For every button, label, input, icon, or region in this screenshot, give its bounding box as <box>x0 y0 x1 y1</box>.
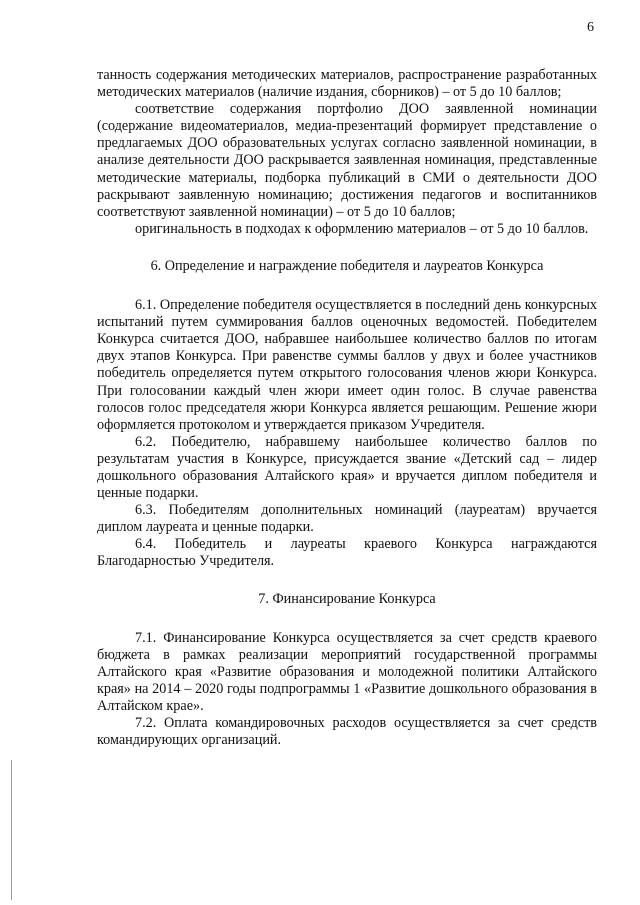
paragraph-7-2: 7.2. Оплата командировочных расходов осуществляется за счет средств командирующих организаций. <box>97 715 597 749</box>
section-heading-6: 6. Определение и награждение победителя и лауреатов Конкурса <box>150 257 544 274</box>
scan-margin-line <box>11 760 12 900</box>
section-heading-7: 7. Финансирование Конкурса <box>258 590 436 607</box>
paragraph-7-1: 7.1. Финансирование Конкурса осуществляется за счет средств краевого бюджета в рамках реализации мероприятий государственной программы Алтайского края «Развитие образования и молодежной политики Алтайского края» на 2014 – 2020 годы подпрограммы 1 «Развитие дошкольного образования в Алтайском крае». <box>97 629 597 714</box>
paragraph-6-3: 6.3. Победителям дополнительных номинаций (лауреатам) вручается диплом лауреата и ценные подарки. <box>97 502 597 536</box>
paragraph-criterion-originality: оригинальность в подходах к оформлению материалов – от 5 до 10 баллов. <box>135 220 589 237</box>
paragraph-continuation: танность содержания методических материалов, распространение разработанных методических материалов (наличие издания, сборников) – от 5 до 10 баллов; <box>97 67 597 101</box>
paragraph-6-1: 6.1. Определение победителя осуществляется в последний день конкурсных испытаний путем суммирования баллов оценочных ведомостей. Победителем Конкурса считается ДОО, набравшее наибольшее количество баллов по итогам двух этапов Конкурса. При равенстве суммы баллов у двух и более участников победитель определяется путем открытого голосования членов жюри Конкурса. При голосовании каждый член жюри имеет один голос. В случае равенства голосов голос председателя жюри Конкурса является решающим. Решение жюри оформляется протоколом и утверждается приказом Учредителя. <box>97 297 597 433</box>
page-number: 6 <box>587 20 594 35</box>
page-body <box>97 67 597 749</box>
paragraph-criterion-portfolio: соответствие содержания портфолио ДОО заявленной номинации (содержание видеоматериалов, медиа-презентаций формирует представление о предлагаемых ДОО образовательных услугах согласно заявленной номинации, в анализе деятельности ДОО раскрывается заявленная номинация, представленные методические материалы, подборка публикаций в СМИ о деятельности ДОО раскрывают заявленную номинацию; достижения педагогов и воспитанников соответствуют заявленной номинации) – от 5 до 10 баллов; <box>97 101 597 220</box>
paragraph-6-4: 6.4. Победитель и лауреаты краевого Конкурса награждаются Благодарностью Учредителя. <box>97 536 597 570</box>
paragraph-6-2: 6.2. Победителю, набравшему наибольшее количество баллов по результатам участия в Конкурсе, присуждается звание «Детский сад – лидер дошкольного образования Алтайского края» и вручается диплом победителя и ценные подарки. <box>97 433 597 502</box>
